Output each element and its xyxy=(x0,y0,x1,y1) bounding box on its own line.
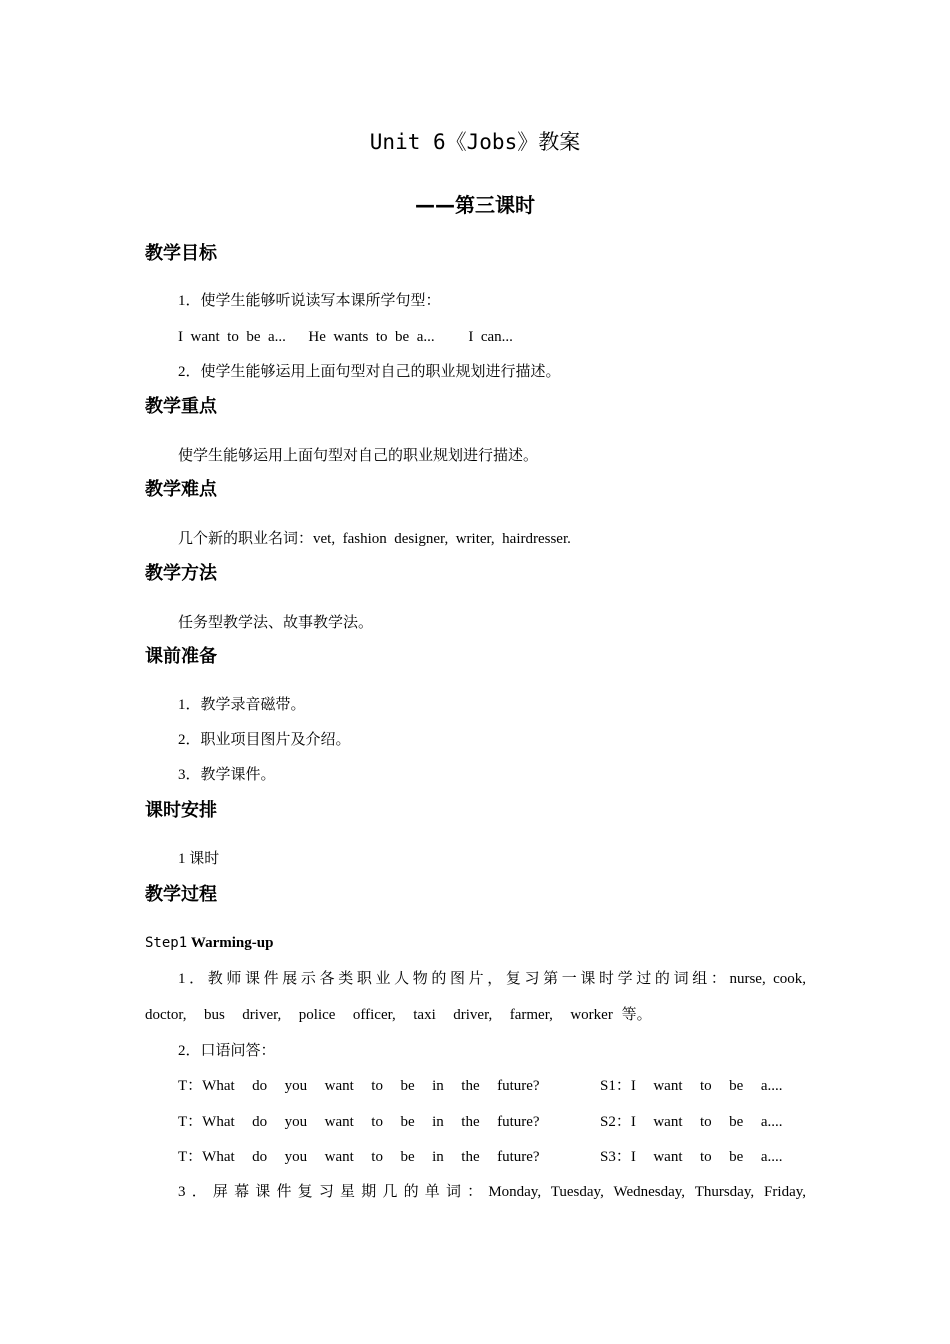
step-number: Step1 xyxy=(145,935,188,951)
step1-item-1-line-2: doctor, bus driver, police officer, taxi driver, farmer, worker 等。 xyxy=(145,1007,652,1023)
heading-teaching-goals: 教学目标 xyxy=(145,243,217,264)
schedule-text: 1 课时 xyxy=(178,851,220,867)
step1-heading xyxy=(145,932,273,954)
heading-methods: 教学方法 xyxy=(145,563,217,584)
preparation-item: 2．职业项目图片及介绍。 xyxy=(178,732,351,748)
methods-text: 任务型教学法、故事教学法。 xyxy=(178,615,374,631)
dialogue-student-line: S1：I want to be a.... xyxy=(600,1078,783,1094)
sentence-patterns: I want to be a... He wants to be a... I can... xyxy=(178,329,513,345)
preparation-item: 1．教学录音磁带。 xyxy=(178,697,306,713)
dialogue-teacher-line: T：What do you want to be in the future? xyxy=(178,1114,540,1130)
step1-item-2: 2．口语问答： xyxy=(178,1043,276,1059)
preparation-item: 3．教学课件。 xyxy=(178,767,276,783)
heading-process: 教学过程 xyxy=(145,884,217,905)
dialogue-student-line: S2：I want to be a.... xyxy=(600,1114,783,1130)
goal-item-1: 1．使学生能够听说读写本课所学句型： xyxy=(178,293,441,309)
dialogue-teacher-line: T：What do you want to be in the future? xyxy=(178,1078,540,1094)
heading-preparation: 课前准备 xyxy=(145,646,217,667)
difficulties-text: 几个新的职业名词：vet, fashion designer, writer, hairdresser. xyxy=(178,531,571,547)
heading-schedule: 课时安排 xyxy=(145,800,217,821)
heading-difficulties: 教学难点 xyxy=(145,479,217,500)
document-title: Unit 6《Jobs》教案 xyxy=(369,130,581,154)
dialogue-teacher-line: T：What do you want to be in the future? xyxy=(178,1149,540,1165)
heading-key-points: 教学重点 xyxy=(145,396,217,417)
step-label: Warming-up xyxy=(190,935,274,951)
document-subtitle: ——第三课时 xyxy=(415,193,535,217)
goal-item-2: 2．使学生能够运用上面句型对自己的职业规划进行描述。 xyxy=(178,364,561,380)
dialogue-student-line: S3：I want to be a.... xyxy=(600,1149,783,1165)
key-points-text: 使学生能够运用上面句型对自己的职业规划进行描述。 xyxy=(178,448,539,464)
step1-item-1-line-1: 1．教师课件展示各类职业人物的图片，复习第一课时学过的词组：nurse, cook, xyxy=(178,971,806,987)
step1-item-3: 3．屏幕课件复习星期几的单词：Monday, Tuesday, Wednesday, Thursday, Friday, xyxy=(178,1184,806,1200)
